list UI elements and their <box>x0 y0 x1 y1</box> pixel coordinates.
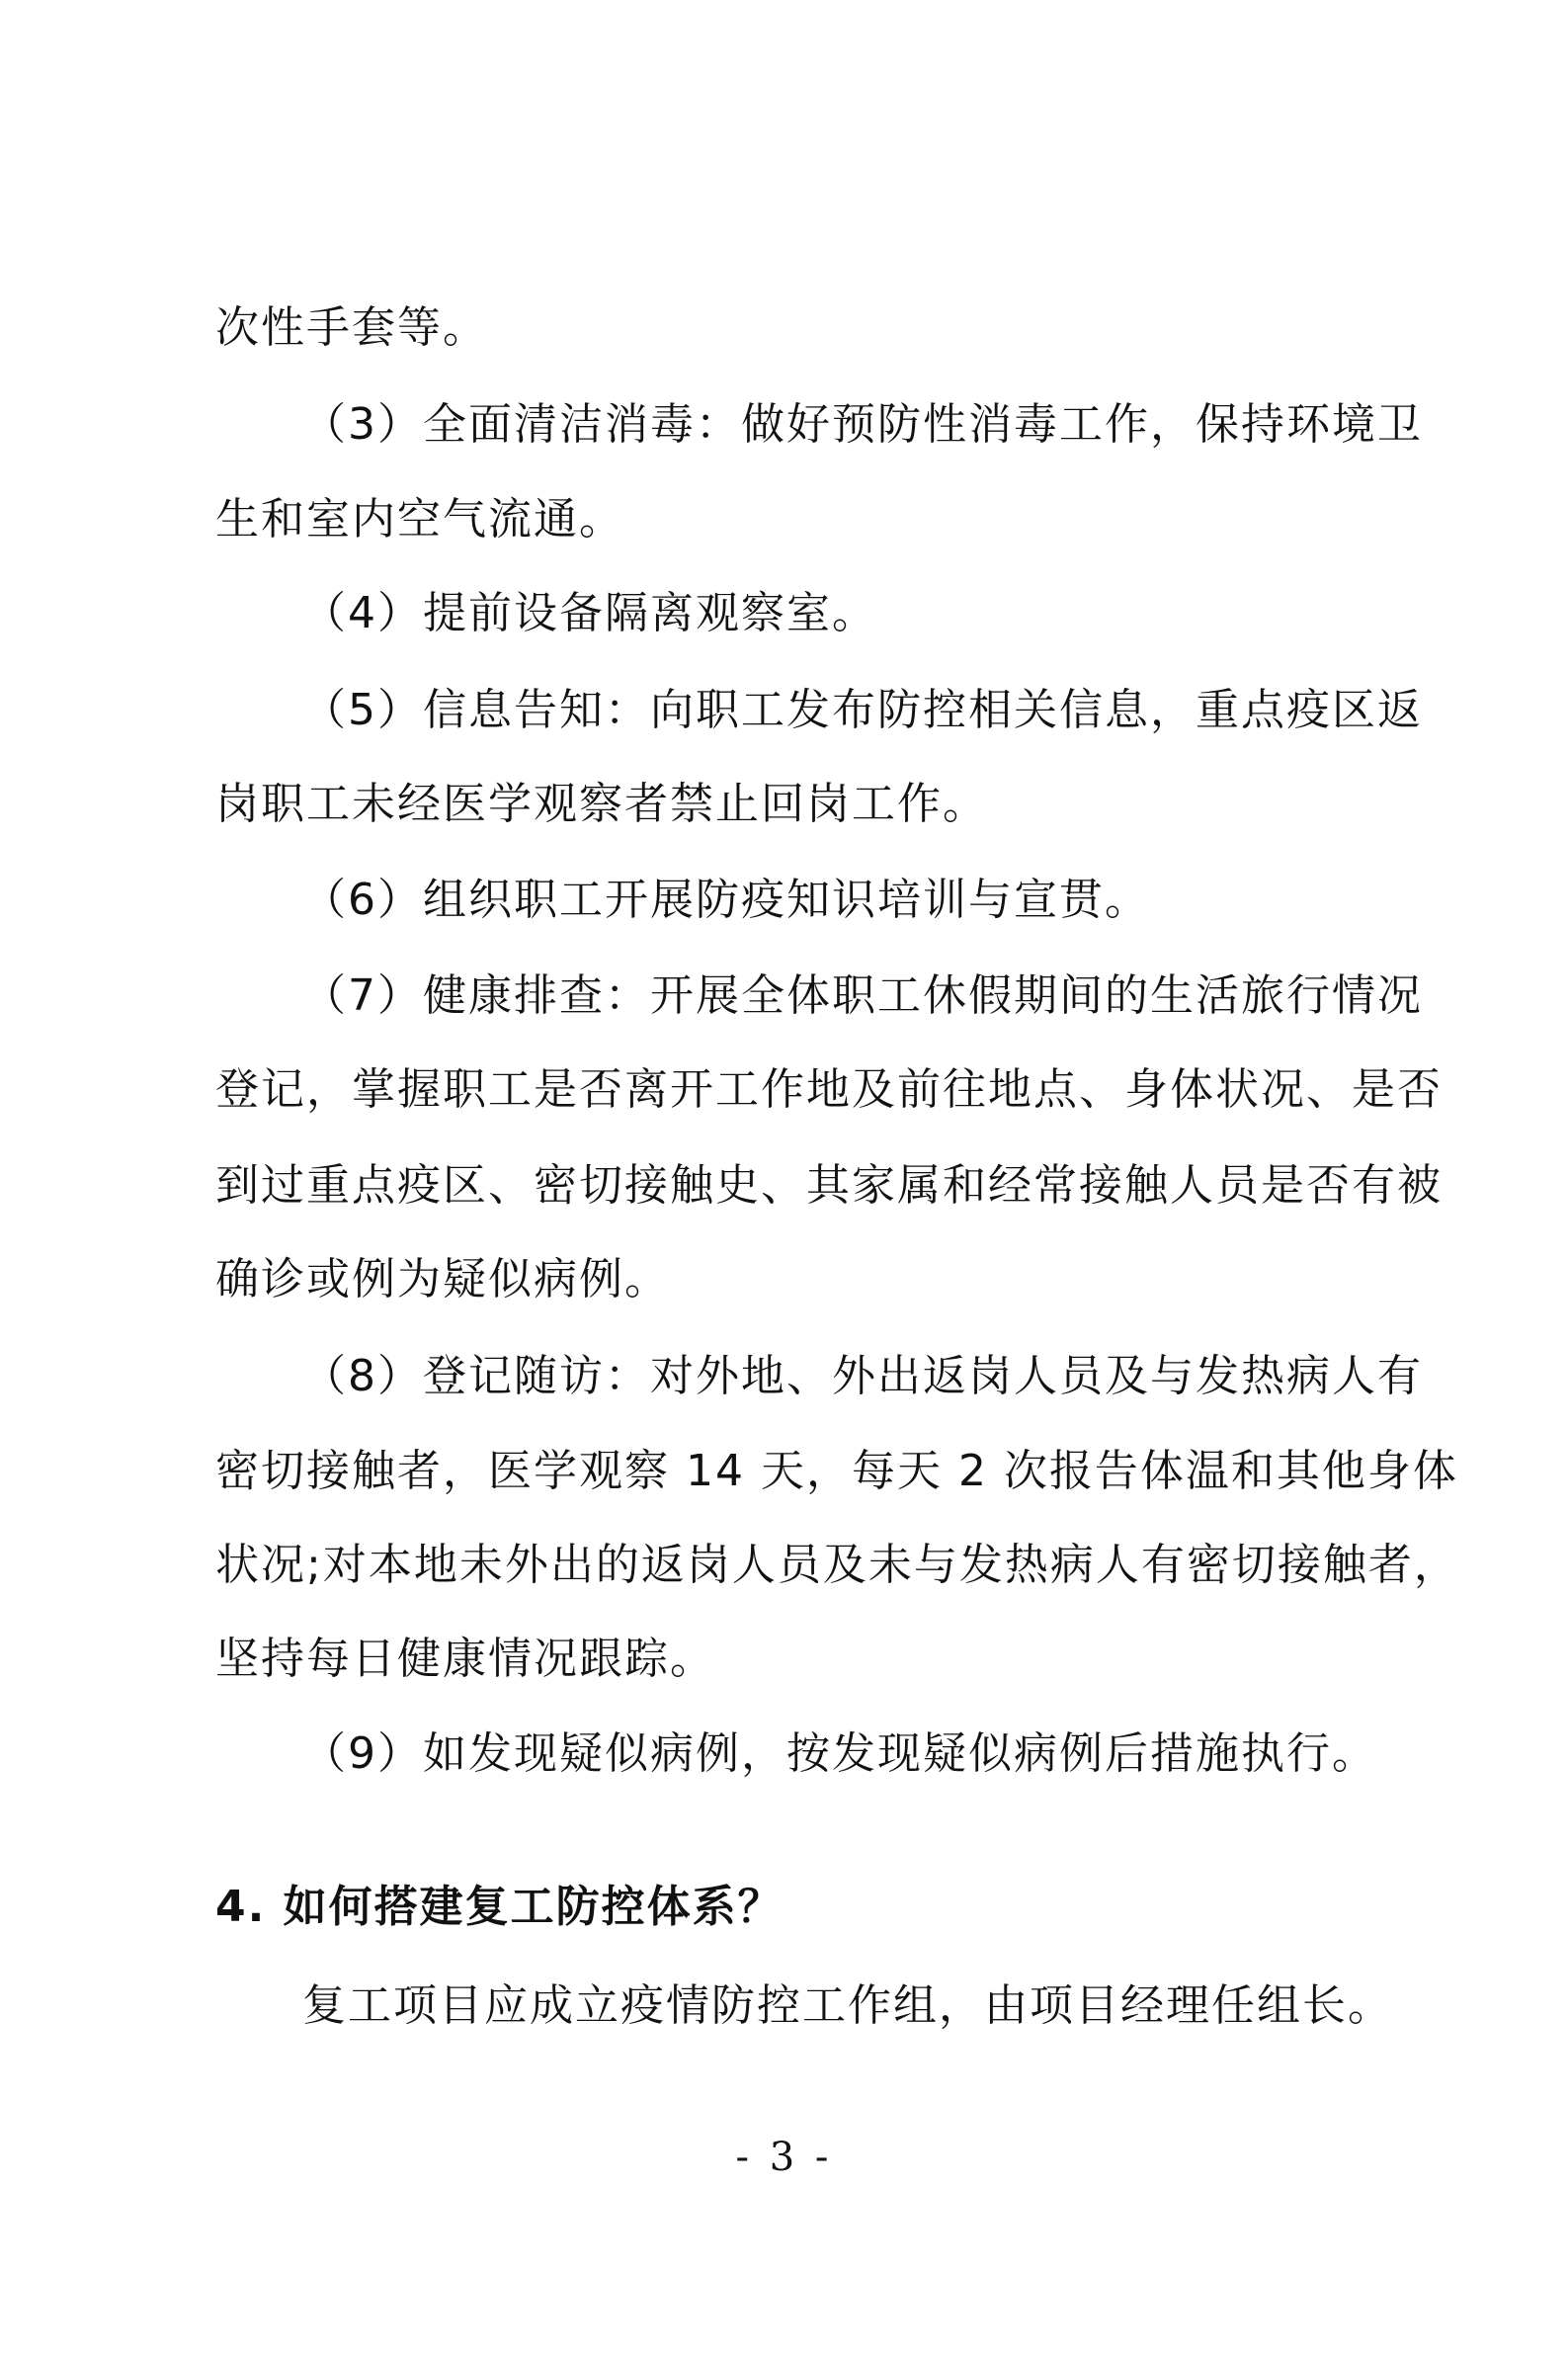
list-item-6: （6）组织职工开展防疫知识培训与宣贯。 <box>302 875 1150 925</box>
list-item-9: （9）如发现疑似病例，按发现疑似病例后措施执行。 <box>302 1728 1377 1779</box>
list-item-8-line-1: （8）登记随访：对外地、外出返岗人员及与发热病人有 <box>302 1351 1423 1401</box>
list-item-8-line-2: 密切接触者，医学观察 14 天，每天 2 次报告体温和其他身体 <box>215 1446 1458 1496</box>
list-item-8-line-3: 状况;对本地未外出的返岗人员及未与发热病人有密切接触者， <box>215 1540 1459 1590</box>
list-item-7-line-2: 登记，掌握职工是否离开工作地及前往地点、身体状况、是否 <box>215 1064 1443 1115</box>
section-heading: 4. 如何搭建复工防控体系？ <box>215 1882 784 1932</box>
paragraph-line: 次性手套等。 <box>215 302 488 353</box>
list-item-5-line-1: （5）信息告知：向职工发布防控相关信息，重点疫区返 <box>302 685 1423 735</box>
list-item-8-line-4: 坚持每日健康情况跟踪。 <box>215 1634 715 1684</box>
list-item-7-line-1: （7）健康排查：开展全体职工休假期间的生活旅行情况 <box>302 970 1423 1021</box>
list-item-3-line-2: 生和室内空气流通。 <box>215 494 624 545</box>
list-item-4: （4）提前设备隔离观察室。 <box>302 588 877 638</box>
list-item-7-line-4: 确诊或例为疑似病例。 <box>215 1254 670 1304</box>
list-item-7-line-3: 到过重点疫区、密切接触史、其家属和经常接触人员是否有被 <box>215 1160 1443 1211</box>
list-item-5-line-2: 岗职工未经医学观察者禁止回岗工作。 <box>215 779 988 829</box>
list-item-3-line-1: （3）全面清洁消毒：做好预防性消毒工作，保持环境卫 <box>302 399 1423 450</box>
section-paragraph: 复工项目应成立疫情防控工作组，由项目经理任组长。 <box>302 1980 1393 2031</box>
page-number: - 3 - <box>735 2135 833 2180</box>
